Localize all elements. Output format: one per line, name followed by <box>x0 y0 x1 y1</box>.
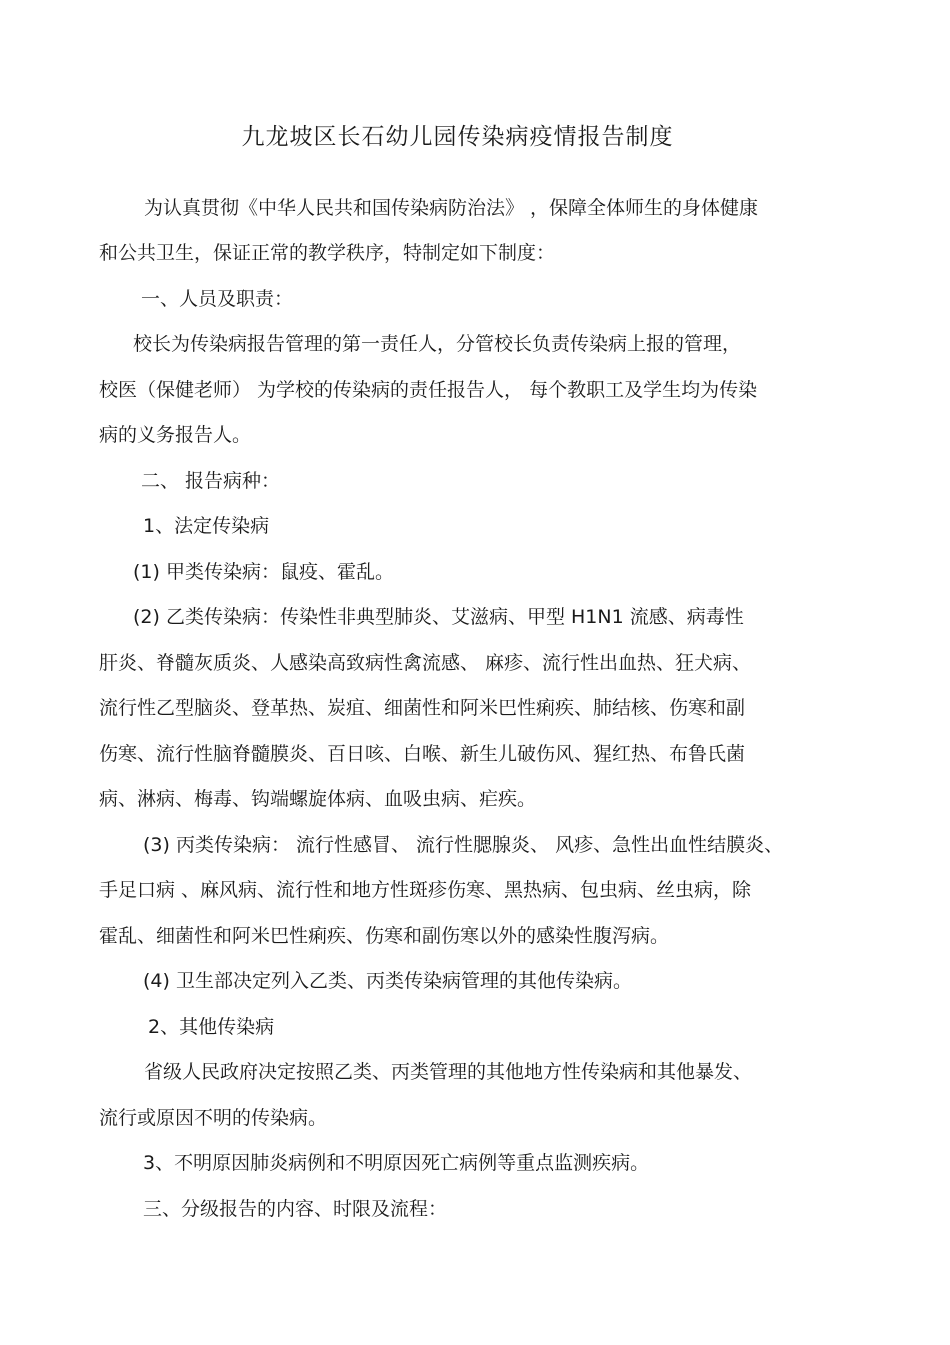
paragraph-line: 和公共卫生，保证正常的教学秩序，特制定如下制度： <box>99 242 556 264</box>
paragraph-line: 流行或原因不明的传染病。 <box>99 1107 328 1129</box>
paragraph-line: 省级人民政府决定按照乙类、丙类管理的其他地方性传染病和其他暴发、 <box>144 1061 753 1083</box>
paragraph-line: 肝炎、脊髓灰质炎、人感染高致病性禽流感、 麻疹、流行性出血热、狂犬病、 <box>99 652 752 674</box>
list-item: (3) 丙类传染病： 流行性感冒、 流行性腮腺炎、 风疹、急性出血性结膜炎、 <box>143 834 784 856</box>
subsection-heading: 3、不明原因肺炎病例和不明原因死亡病例等重点监测疾病。 <box>143 1152 650 1174</box>
section-heading: 三、分级报告的内容、时限及流程： <box>143 1198 448 1220</box>
paragraph-line: 校长为传染病报告管理的第一责任人，分管校长负责传染病上报的管理， <box>133 333 742 355</box>
paragraph-line: 手足口病 、麻风病、流行性和地方性斑疹伤寒、黑热病、包虫病、丝虫病，除 <box>99 879 752 901</box>
subsection-heading: 2、其他传染病 <box>148 1016 275 1038</box>
paragraph-line: 伤寒、流行性脑脊髓膜炎、百日咳、白喉、新生儿破伤风、猩红热、布鲁氏菌 <box>99 743 746 765</box>
paragraph-line: 病、淋病、梅毒、钩端螺旋体病、血吸虫病、疟疾。 <box>99 788 537 810</box>
list-item: (1) 甲类传染病：鼠疫、霍乱。 <box>133 561 394 583</box>
section-heading: 二、 报告病种： <box>141 470 281 492</box>
section-heading: 一、人员及职责： <box>141 288 294 310</box>
document-title: 九龙坡区长石幼儿园传染病疫情报告制度 <box>241 124 674 150</box>
subsection-heading: 1、法定传染病 <box>143 515 270 537</box>
paragraph-line: 病的义务报告人。 <box>99 424 252 446</box>
paragraph-line: 霍乱、细菌性和阿米巴性痢疾、伤寒和副伤寒以外的感染性腹泻病。 <box>99 925 670 947</box>
list-item: (2) 乙类传染病：传染性非典型肺炎、艾滋病、甲型 H1N1 流感、病毒性 <box>133 606 744 628</box>
paragraph-line: 流行性乙型脑炎、登革热、炭疽、细菌性和阿米巴性痢疾、肺结核、伤寒和副 <box>99 697 746 719</box>
list-item: (4) 卫生部决定列入乙类、丙类传染病管理的其他传染病。 <box>143 970 632 992</box>
paragraph-line: 为认真贯彻《中华人民共和国传染病防治法》 ，保障全体师生的身体健康 <box>144 197 759 219</box>
paragraph-line: 校医（保健老师） 为学校的传染病的责任报告人， 每个教职工及学生均为传染 <box>99 379 758 401</box>
